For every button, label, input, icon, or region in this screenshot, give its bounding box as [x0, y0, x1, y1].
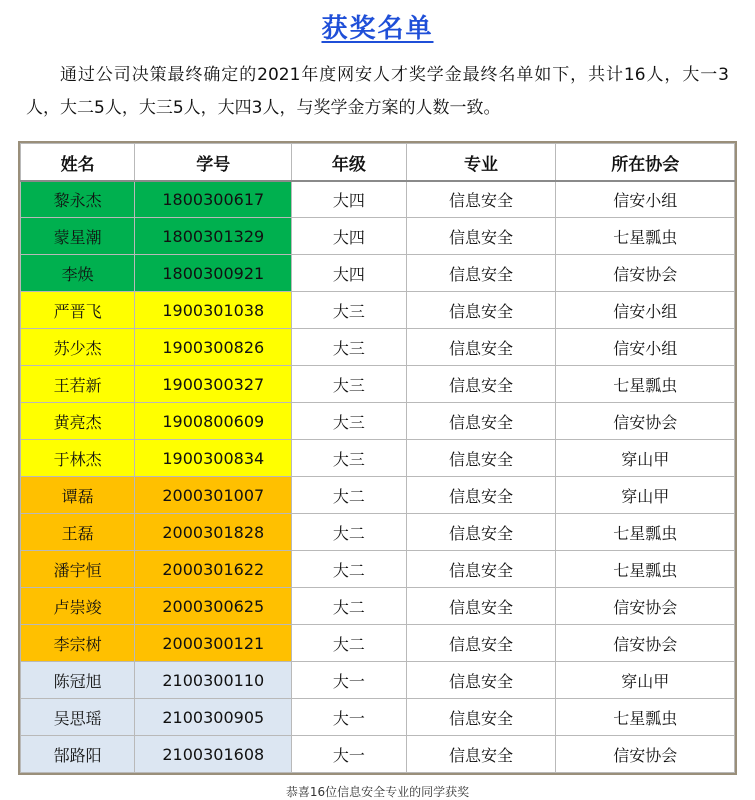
- table-row: [21, 255, 735, 292]
- cell-association: 穿山甲: [556, 662, 735, 699]
- cell-major: 信息安全: [406, 292, 556, 329]
- cell-student-id: 1900800609: [135, 403, 292, 440]
- cell-student-id: 1900300826: [135, 329, 292, 366]
- cell-major: 信息安全: [406, 181, 556, 218]
- cell-student-id: 1800300921: [135, 255, 292, 292]
- cell-association: 信安协会: [556, 588, 735, 625]
- cell-association: 信安小组: [556, 329, 735, 366]
- cell-grade: 大三: [292, 366, 406, 403]
- cell-major: 信息安全: [406, 662, 556, 699]
- cell-grade: 大四: [292, 181, 406, 218]
- cell-student-id: 1900300327: [135, 366, 292, 403]
- footer-note: 恭喜16位信息安全专业的同学获奖: [285, 785, 470, 800]
- cell-student-id: 1900300834: [135, 440, 292, 477]
- cell-grade: 大一: [292, 736, 406, 773]
- cell-name: 潘宇恒: [21, 551, 135, 588]
- cell-student-id: 1800300617: [135, 181, 292, 218]
- document-page: [0, 8, 755, 800]
- table-body: [21, 181, 735, 773]
- cell-major: 信息安全: [406, 625, 556, 662]
- table-row: [21, 662, 735, 699]
- cell-major: 信息安全: [406, 477, 556, 514]
- column-header-assoc: 所在协会: [556, 144, 735, 181]
- cell-grade: 大三: [292, 403, 406, 440]
- cell-student-id: 2000301622: [135, 551, 292, 588]
- cell-student-id: 2100300905: [135, 699, 292, 736]
- cell-name: 蒙星潮: [21, 218, 135, 255]
- cell-association: 七星瓢虫: [556, 699, 735, 736]
- cell-major: 信息安全: [406, 329, 556, 366]
- cell-name: 李焕: [21, 255, 135, 292]
- cell-grade: 大二: [292, 477, 406, 514]
- cell-association: 信安小组: [556, 181, 735, 218]
- column-header-major: 专业: [406, 144, 556, 181]
- cell-association: 信安协会: [556, 625, 735, 662]
- cell-name: 王若新: [21, 366, 135, 403]
- cell-grade: 大一: [292, 662, 406, 699]
- cell-grade: 大二: [292, 588, 406, 625]
- table-row: [21, 440, 735, 477]
- cell-student-id: 2000301007: [135, 477, 292, 514]
- table-row: [21, 551, 735, 588]
- cell-name: 卢崇竣: [21, 588, 135, 625]
- cell-name: 陈冠旭: [21, 662, 135, 699]
- cell-association: 穿山甲: [556, 477, 735, 514]
- cell-major: 信息安全: [406, 699, 556, 736]
- cell-major: 信息安全: [406, 366, 556, 403]
- cell-grade: 大二: [292, 514, 406, 551]
- award-list-table-wrapper: [18, 141, 737, 775]
- column-header-id: 学号: [135, 144, 292, 181]
- table-row: [21, 477, 735, 514]
- table-row: [21, 514, 735, 551]
- cell-name: 黎永杰: [21, 181, 135, 218]
- table-row: [21, 329, 735, 366]
- cell-grade: 大一: [292, 699, 406, 736]
- cell-student-id: 2000300625: [135, 588, 292, 625]
- page-title: 获奖名单: [321, 14, 434, 44]
- cell-major: 信息安全: [406, 218, 556, 255]
- cell-student-id: 2000301828: [135, 514, 292, 551]
- column-header-name: 姓名: [21, 144, 135, 181]
- cell-name: 于林杰: [21, 440, 135, 477]
- cell-major: 信息安全: [406, 588, 556, 625]
- cell-student-id: 2100301608: [135, 736, 292, 773]
- award-list-table: [20, 143, 735, 773]
- cell-major: 信息安全: [406, 551, 556, 588]
- cell-name: 吴思瑶: [21, 699, 135, 736]
- table-row: [21, 366, 735, 403]
- cell-name: 谭磊: [21, 477, 135, 514]
- cell-major: 信息安全: [406, 403, 556, 440]
- cell-grade: 大二: [292, 551, 406, 588]
- cell-association: 信安协会: [556, 255, 735, 292]
- table-row: [21, 181, 735, 218]
- cell-association: 七星瓢虫: [556, 551, 735, 588]
- table-row: [21, 403, 735, 440]
- cell-grade: 大二: [292, 625, 406, 662]
- cell-name: 黄亮杰: [21, 403, 135, 440]
- cell-major: 信息安全: [406, 736, 556, 773]
- table-row: [21, 588, 735, 625]
- cell-major: 信息安全: [406, 440, 556, 477]
- cell-student-id: 2000300121: [135, 625, 292, 662]
- cell-grade: 大三: [292, 440, 406, 477]
- cell-major: 信息安全: [406, 514, 556, 551]
- column-header-grade: 年级: [292, 144, 406, 181]
- intro-paragraph: 通过公司决策最终确定的2021年度网安人才奖学金最终名单如下，共计16人，大一3人，大二5人，大三5人，大四3人，与奖学金方案的人数一致。: [26, 65, 729, 119]
- table-header-row: [21, 144, 735, 181]
- cell-association: 信安协会: [556, 736, 735, 773]
- table-row: [21, 218, 735, 255]
- cell-association: 信安协会: [556, 403, 735, 440]
- cell-grade: 大四: [292, 255, 406, 292]
- cell-association: 七星瓢虫: [556, 514, 735, 551]
- cell-name: 郜路阳: [21, 736, 135, 773]
- cell-association: 七星瓢虫: [556, 218, 735, 255]
- table-row: [21, 292, 735, 329]
- cell-name: 苏少杰: [21, 329, 135, 366]
- cell-student-id: 2100300110: [135, 662, 292, 699]
- cell-name: 王磊: [21, 514, 135, 551]
- cell-student-id: 1900301038: [135, 292, 292, 329]
- table-row: [21, 699, 735, 736]
- table-row: [21, 736, 735, 773]
- cell-grade: 大四: [292, 218, 406, 255]
- table-row: [21, 625, 735, 662]
- cell-grade: 大三: [292, 329, 406, 366]
- cell-association: 七星瓢虫: [556, 366, 735, 403]
- cell-name: 李宗树: [21, 625, 135, 662]
- cell-student-id: 1800301329: [135, 218, 292, 255]
- cell-grade: 大三: [292, 292, 406, 329]
- cell-association: 穿山甲: [556, 440, 735, 477]
- cell-association: 信安小组: [556, 292, 735, 329]
- cell-name: 严晋飞: [21, 292, 135, 329]
- cell-major: 信息安全: [406, 255, 556, 292]
